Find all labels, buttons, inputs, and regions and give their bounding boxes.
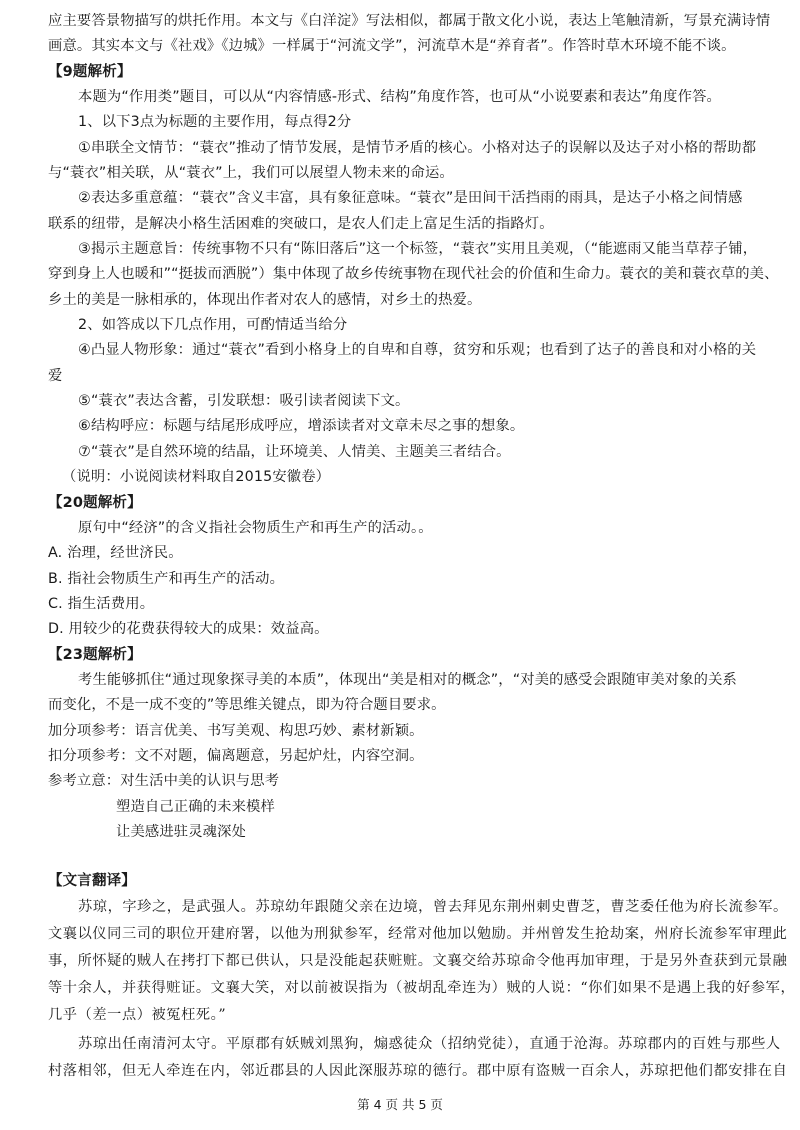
note-line: （说明：小说阅读材料取自2015安徽卷） xyxy=(62,469,331,485)
text-line: 苏琼出任南清河太守。平原郡有妖贼刘黑狗，煽惑徒众（招纳党徒），直通于沧海。苏琼郡内的百姓与那些人 xyxy=(78,1036,781,1052)
text-line: 让美感进驻灵魂深处 xyxy=(116,824,247,840)
text-line: ⑥结构呼应：标题与结尾形成呼应，增添读者对文章未尽之事的想象。 xyxy=(78,418,525,434)
text-line: 应主要答景物描写的烘托作用。本文与《白洋淀》写法相似，都属于散文化小说，表达上笔触清新，写景充满诗情 xyxy=(48,13,771,29)
text-line: 本题为“作用类”题目，可以从“内容情感-形式、结构”角度作答，也可从“小说要素和表达”角度作答。 xyxy=(78,89,721,105)
text-line: 苏琼，字珍之，是武强人。苏琼幼年跟随父亲在边境，曾去拜见东荆州刺史曹芝，曹芝委任他为府长流参军。 xyxy=(78,899,788,915)
text-line: 联系的纽带，是解决小格生活困难的突破口，是农人们走上富足生活的指路灯。 xyxy=(48,216,554,232)
text-line: 而变化，不是一成不变的”等思维关键点，即为符合题目要求。 xyxy=(48,697,446,713)
page-footer: 第 4 页 共 5 页 xyxy=(357,1097,443,1112)
text-line: 等十余人，并获得赃证。文襄大笑，对以前被误指为（被胡乱牵连为）贼的人说：“你们如果不是遇上我的好参军， xyxy=(48,980,796,996)
option-c: C. 指生活费用。 xyxy=(48,596,155,612)
text-line: ①串联全文情节：“蓑衣”推动了情节发展，是情节矛盾的核心。小格对达子的误解以及达子对小格的帮助都 xyxy=(78,140,757,156)
section-heading: 【20题解析】 xyxy=(48,495,142,511)
text-line: 扣分项参考：文不对题，偏离题意，另起炉灶，内容空洞。 xyxy=(48,748,424,764)
text-line: 参考立意：对生活中美的认识与思考 xyxy=(48,773,280,789)
section-heading: 【9题解析】 xyxy=(48,64,132,80)
text-line: 村落相邻，但无人牵连在内，邻近郡县的人因此深服苏琼的德行。郡中原有盗贼一百余人，苏琼把他们都安排在自 xyxy=(48,1063,788,1079)
option-d: D. 用较少的花费获得较大的成果：效益高。 xyxy=(48,621,329,637)
text-line: 原句中“经济”的含义指社会物质生产和再生产的活动。。 xyxy=(78,520,433,536)
text-line: ③揭示主题意旨：传统事物不只有“陈旧落后”这一个标签，“蓑衣”实用且美观，（“能遮雨又能当草荐子铺， xyxy=(78,241,758,257)
text-line: 几乎（差一点）被冤枉死。” xyxy=(48,1007,227,1023)
text-line: ④凸显人物形象：通过“蓑衣”看到小格身上的自卑和自尊，贫穷和乐观；也看到了达子的善良和对小格的关 xyxy=(78,342,757,358)
text-line: 事，所怀疑的贼人在拷打下都已供认，只是没能起获赃赃。文襄交给苏琼命令他再加审理，于是另外查获到元景融 xyxy=(48,953,788,969)
text-line: 1、以下3点为标题的主要作用，每点得2分 xyxy=(78,114,352,130)
section-heading: 【23题解析】 xyxy=(48,647,142,663)
text-line: 画意。其实本文与《社戏》《边城》一样属于“河流文学”，河流草木是“养育者”。作答时草木环境不能不谈。 xyxy=(48,38,736,54)
text-line: ⑤“蓑衣”表达含蓄，引发联想：吸引读者阅读下文。 xyxy=(78,393,410,409)
text-line: 与“蓑衣”相关联，从“蓑衣”上，我们可以展望人物未来的命运。 xyxy=(48,165,454,181)
text-line: 爱 xyxy=(48,368,63,384)
text-line: ②表达多重意蕴：“蓑衣”含义丰富，具有象征意味。“蓑衣”是田间干活挡雨的雨具，是达子小格之间情感 xyxy=(78,190,743,206)
text-line: 文襄以仪同三司的职位开建府署，以他为刑狱参军，经常对他加以勉励。并州曾发生抢劫案，州府长流参军审理此 xyxy=(48,926,788,942)
option-a: A. 治理，经世济民。 xyxy=(48,545,183,561)
option-b: B. 指社会物质生产和再生产的活动。 xyxy=(48,571,285,587)
text-line: 乡土的美是一脉相承的，体现出作者对农人的感情，对乡土的热爱。 xyxy=(48,292,482,308)
text-line: 穿到身上人也暖和”“挺拔而洒脱”）集中体现了故乡传统事物在现代社会的价值和生命力。蓑衣的美和蓑衣草的美、 xyxy=(48,266,779,282)
text-line: ⑦“蓑衣”是自然环境的结晶，让环境美、人情美、主题美三者结合。 xyxy=(78,444,511,460)
text-line: 考生能够抓住“通过现象探寻美的本质”，体现出“美是相对的概念”，“对美的感受会跟随审美对象的关系 xyxy=(78,672,737,688)
text-line: 加分项参考：语言优美、书写美观、构思巧妙、素材新颖。 xyxy=(48,723,424,739)
text-line: 塑造自己正确的未来模样 xyxy=(116,799,275,815)
text-line: 2、如答成以下几点作用，可酌情适当给分 xyxy=(78,317,348,333)
section-heading: 【文言翻译】 xyxy=(48,873,136,889)
